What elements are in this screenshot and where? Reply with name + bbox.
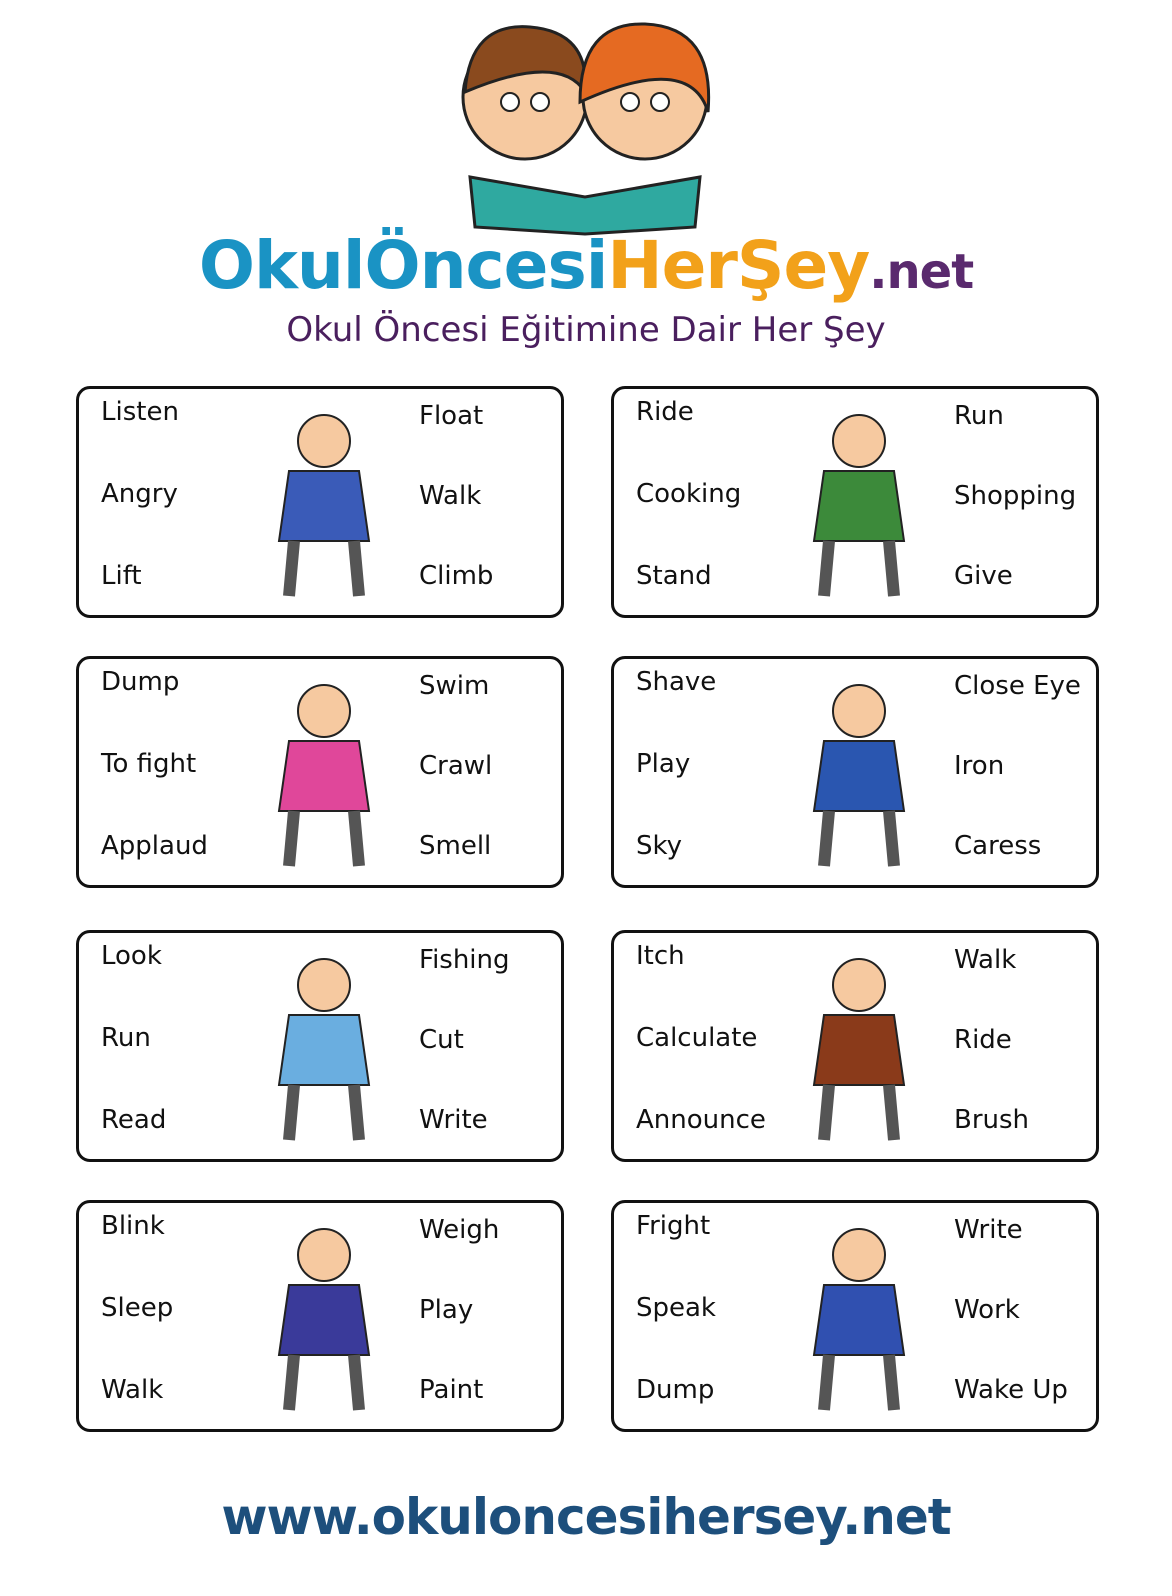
- word-card: [611, 386, 1099, 618]
- illustration-image: [764, 671, 954, 876]
- tagline: Okul Öncesi Eğitimine Dair Her Şey: [286, 310, 886, 350]
- illustration-image: [229, 401, 419, 606]
- word-left: Dump: [636, 1375, 715, 1405]
- word-right: Swim: [419, 671, 490, 701]
- word-right: Ride: [954, 1025, 1012, 1055]
- word-left: Calculate: [636, 1023, 758, 1053]
- word-right: Caress: [954, 831, 1042, 861]
- word-right: Iron: [954, 751, 1005, 781]
- word-right: Shopping: [954, 481, 1077, 511]
- word-card: [76, 386, 564, 618]
- word-right: Brush: [954, 1105, 1030, 1135]
- word-right: Walk: [419, 481, 482, 511]
- word-left: Angry: [101, 479, 178, 509]
- logo-part-2: HerŞey: [607, 227, 870, 304]
- children-reading-logo-illustration: [440, 12, 730, 237]
- word-right: Crawl: [419, 751, 493, 781]
- word-right: Cut: [419, 1025, 464, 1055]
- word-right: Give: [954, 561, 1013, 591]
- word-card: [76, 930, 564, 1162]
- word-right: Wake Up: [954, 1375, 1068, 1405]
- site-logo: [0, 228, 1172, 310]
- word-left: Stand: [636, 561, 712, 591]
- illustration-image: [229, 671, 419, 876]
- word-right: Weigh: [419, 1215, 500, 1245]
- word-card: [611, 1200, 1099, 1432]
- word-right: Smell: [419, 831, 492, 861]
- word-left: Run: [101, 1023, 151, 1053]
- illustration-image: [764, 1215, 954, 1420]
- word-left: Lift: [101, 561, 142, 591]
- word-left: Play: [636, 749, 691, 779]
- word-left: Blink: [101, 1211, 165, 1241]
- word-right: Write: [954, 1215, 1023, 1245]
- word-right: Fishing: [419, 945, 510, 975]
- word-right: Work: [954, 1295, 1020, 1325]
- logo-part-3: .net: [869, 244, 974, 300]
- word-left: Announce: [636, 1105, 766, 1135]
- illustration-image: [764, 401, 954, 606]
- word-right: Climb: [419, 561, 494, 591]
- word-left: Dump: [101, 667, 180, 697]
- word-left: Fright: [636, 1211, 711, 1241]
- word-card: [611, 656, 1099, 888]
- word-left: To fight: [101, 749, 197, 779]
- illustration-image: [229, 1215, 419, 1420]
- word-left: Walk: [101, 1375, 164, 1405]
- word-left: Itch: [636, 941, 685, 971]
- word-left: Listen: [101, 397, 179, 427]
- word-right: Float: [419, 401, 484, 431]
- word-right: Walk: [954, 945, 1017, 975]
- footer-url: www.okuloncesihersey.net: [221, 1488, 951, 1546]
- logo-part-1: OkulÖncesi: [198, 227, 608, 304]
- illustration-image: [229, 945, 419, 1150]
- word-card: [611, 930, 1099, 1162]
- word-left: Read: [101, 1105, 167, 1135]
- illustration-image: [764, 945, 954, 1150]
- word-left: Speak: [636, 1293, 716, 1323]
- word-left: Shave: [636, 667, 717, 697]
- word-left: Cooking: [636, 479, 742, 509]
- word-left: Ride: [636, 397, 694, 427]
- word-right: Close Eye: [954, 671, 1081, 701]
- word-left: Applaud: [101, 831, 208, 861]
- word-card: [76, 1200, 564, 1432]
- word-right: Run: [954, 401, 1004, 431]
- word-left: Look: [101, 941, 162, 971]
- word-left: Sleep: [101, 1293, 174, 1323]
- word-left: Sky: [636, 831, 683, 861]
- word-right: Paint: [419, 1375, 484, 1405]
- word-card: [76, 656, 564, 888]
- word-right: Write: [419, 1105, 488, 1135]
- word-right: Play: [419, 1295, 474, 1325]
